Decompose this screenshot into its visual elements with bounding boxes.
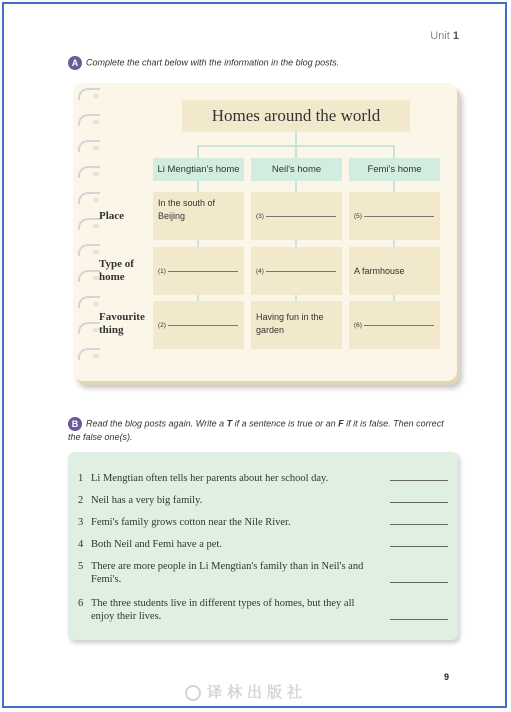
connector-line — [197, 145, 199, 159]
cell-place-neil[interactable]: (3) — [251, 192, 342, 240]
row-label-type-of-home: Type of home — [99, 258, 134, 283]
cell-place-li: In the south of Beijing — [153, 192, 244, 240]
section-b-badge: B — [68, 417, 82, 431]
answer-line-2[interactable] — [390, 502, 448, 503]
page-number: 9 — [444, 672, 450, 682]
answer-blank — [364, 325, 434, 326]
answer-line-6[interactable] — [390, 619, 448, 620]
connector-line — [393, 145, 395, 159]
row-label-favourite-thing: Favourite thing — [99, 311, 145, 336]
answer-line-4[interactable] — [390, 546, 448, 547]
cell-type-neil[interactable]: (4) — [251, 247, 342, 295]
unit-label: Unit 1 — [430, 30, 459, 42]
section-b-heading: B Read the blog posts again. Write a T if a sentence is true or an F if it is false. Then correct the false one(s). — [68, 418, 444, 442]
chart-title: Homes around the world — [182, 100, 410, 132]
cell-favourite-neil: Having fun in the garden — [251, 301, 342, 349]
answer-blank — [364, 216, 434, 217]
seal-icon — [185, 685, 201, 701]
section-a-heading — [68, 56, 339, 70]
row-label-place: Place — [99, 210, 125, 222]
publisher-watermark: 译林出版社 — [185, 681, 345, 701]
section-a-badge: A — [68, 56, 82, 70]
connector-line — [295, 132, 297, 146]
cell-type-femi: A farmhouse — [349, 247, 440, 295]
cell-type-li[interactable]: (1) — [153, 247, 244, 295]
answer-blank — [168, 325, 238, 326]
column-header-femi: Femi's home — [349, 158, 440, 181]
column-header-li: Li Mengtian's home — [153, 158, 244, 181]
answer-line-3[interactable] — [390, 524, 448, 525]
answer-blank — [266, 271, 336, 272]
connector-line — [295, 145, 297, 159]
answer-blank — [168, 271, 238, 272]
answer-blank — [266, 216, 336, 217]
cell-place-femi[interactable]: (5) — [349, 192, 440, 240]
column-header-neil: Neil's home — [251, 158, 342, 181]
answer-line-1[interactable] — [390, 480, 448, 481]
answer-line-5[interactable] — [390, 582, 448, 583]
section-a-instruction: Complete the chart below with the information in the blog posts. — [86, 57, 340, 68]
cell-favourite-li[interactable]: (2) — [153, 301, 244, 349]
cell-favourite-femi[interactable]: (6) — [349, 301, 440, 349]
